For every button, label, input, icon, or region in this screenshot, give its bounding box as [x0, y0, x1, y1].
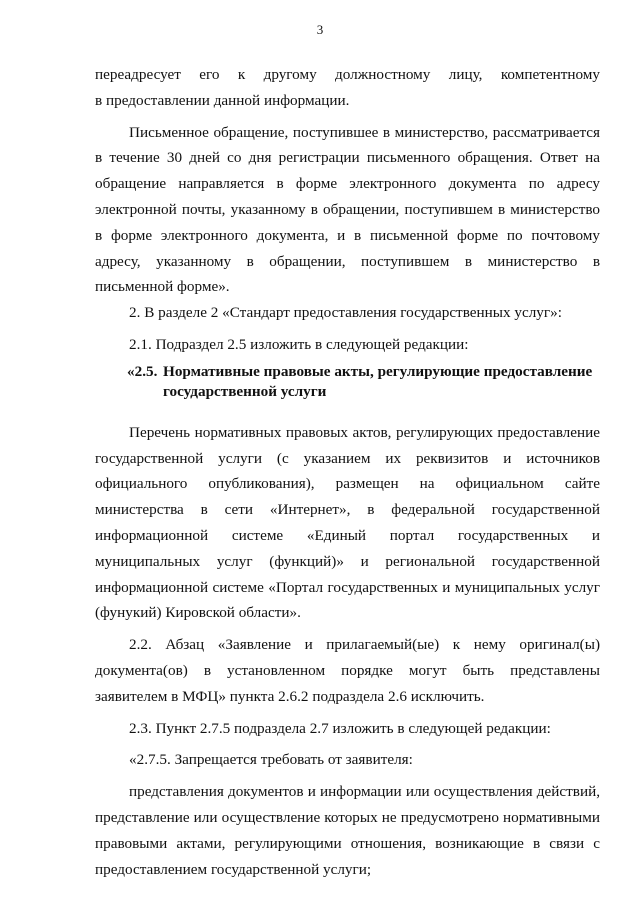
- paragraph: Письменное обращение, поступившее в министерство, рассматривается в течение 30 дней со дня регистрации письменного обращения. Ответ на обращение направляется в форме электронного документа по адресу электронной почты, указанному в обращении, поступившем в министерство в форме электронного документа, и в письменной форме по почтовому адресу, указанному в обращении, поступившем в министерство в письменной форме».: [95, 123, 600, 296]
- document-body: [95, 62, 600, 882]
- section-heading-line: государственной услуги: [163, 382, 327, 400]
- page-number: 3: [316, 22, 324, 37]
- paragraph: 2.2. Абзац «Заявление и прилагаемый(ые) к нему оригинал(ы) документа(ов) в установленном порядке могут быть представлены заявителем в МФЦ» пункта 2.6.2 подраздела 2.6 исключить.: [95, 636, 600, 705]
- section-heading-line: Нормативные правовые акты, регулирующие предоставление: [163, 362, 593, 380]
- paragraph: 2.3. Пункт 2.7.5 подраздела 2.7 изложить в следующей редакции:: [129, 719, 551, 737]
- paragraph-line: в предоставлении данной информации.: [95, 91, 350, 109]
- paragraph: 2.1. Подраздел 2.5 изложить в следующей редакции:: [129, 335, 469, 353]
- paragraph: Перечень нормативных правовых актов, регулирующих предоставление государственной услуги (с указанием их реквизитов и источников официального опубликования), размещен на официальном сайте министерства в сети «Интернет», в федеральной государственной информационной системе «Единый портал государственных и муниципальных услуг (функций)» и региональной государственной информационной системе «Портал государственных и муниципальных услуг (фунукий) Кировской области».: [95, 423, 600, 622]
- paragraph-line: переадресует его к другому должностному лицу, компетентному: [95, 66, 600, 83]
- section-heading-number: «2.5.: [127, 362, 158, 380]
- paragraph: представления документов и информации или осуществления действий, представление или осуществление которых не предусмотрено нормативными правовыми актами, регулирующими отношения, возникающие в связи с предоставлением государственной услуги;: [95, 783, 600, 878]
- paragraph: 2. В разделе 2 «Стандарт предоставления государственных услуг»:: [129, 304, 562, 322]
- section-heading: [95, 362, 600, 402]
- paragraph: «2.7.5. Запрещается требовать от заявителя:: [129, 751, 413, 769]
